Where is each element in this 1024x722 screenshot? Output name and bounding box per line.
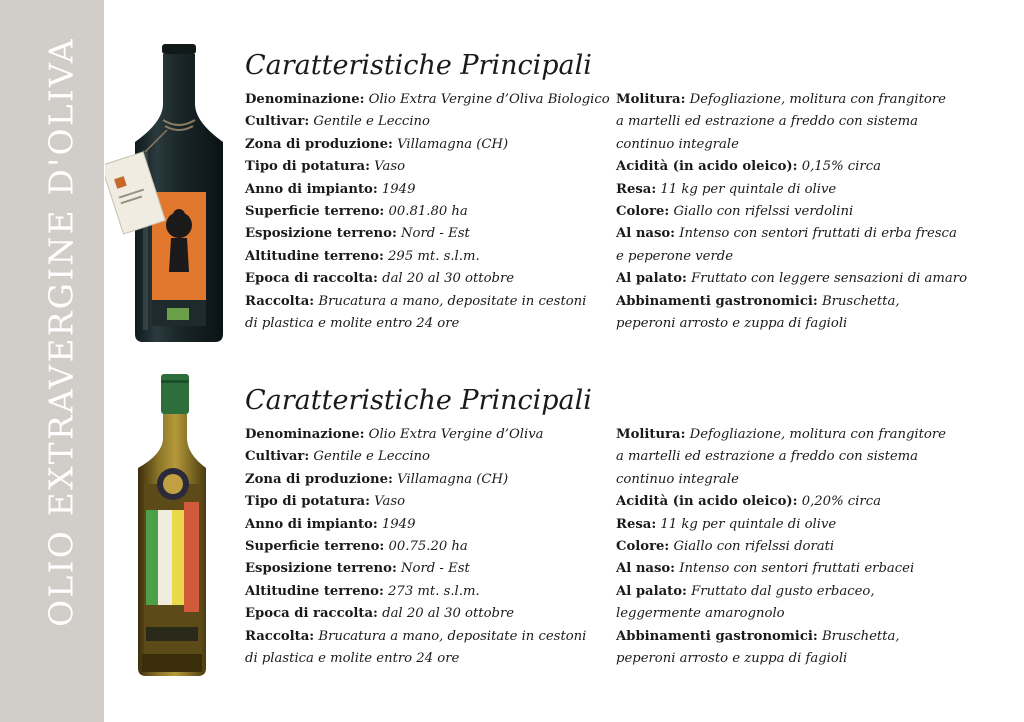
spec-row [245,268,615,290]
spec-value: 11 kg per quintale di olive [660,516,837,532]
spec-label: Colore: [616,204,670,220]
spec-value: 0,20% circa [801,494,881,510]
product-image-dark-bottle [105,42,235,347]
spec-value: peperoni arrosto e zuppa di fagioli [616,316,848,332]
spec-column-right [616,424,986,670]
spec-label: Esposizione terreno: [245,226,397,242]
spec-label: Molitura: [616,92,686,107]
spec-label: Altitudine terreno: [245,248,384,264]
spec-value: a martelli ed estrazione a freddo con sistema [616,449,919,465]
spec-value: 273 mt. s.l.m. [388,583,480,599]
spec-value: Gentile e Leccino [313,449,430,465]
spec-value: Nord - Est [401,226,470,242]
spec-row [245,201,615,223]
spec-row [616,201,986,223]
spec-row [616,291,986,313]
spec-value: Giallo con rifelssi verdolini [673,204,854,220]
spec-row [245,223,615,245]
spec-row [616,223,986,245]
sidebar-vertical-title: OLIO EXTRAVERGINE D'OLIVA [41,37,81,627]
spec-value: 295 mt. s.l.m. [388,248,480,264]
spec-label: Denominazione: [245,92,365,107]
spec-label: Al naso: [616,226,676,242]
product-image-clear-bottle [130,372,215,682]
spec-value: Vaso [374,494,406,510]
spec-label: Resa: [616,516,657,532]
spec-row-continued [616,313,986,335]
spec-row [245,469,615,491]
spec-row [245,626,615,648]
spec-row-continued [616,446,986,468]
spec-label: Tipo di potatura: [245,494,370,510]
spec-row [616,558,986,580]
spec-value: Intenso con sentori fruttati di erba fresca [679,226,957,242]
spec-row [616,156,986,178]
spec-label: Acidità (in acido oleico): [616,494,798,510]
spec-label: Denominazione: [245,427,365,442]
spec-value: Bruschetta, [821,293,900,309]
spec-row [245,156,615,178]
spec-value: 00.81.80 ha [388,204,468,220]
spec-value: Fruttato dal gusto erbaceo, [691,583,875,599]
spec-row [245,424,615,446]
spec-label: Superficie terreno: [245,539,385,555]
spec-row [245,581,615,603]
spec-row [616,626,986,648]
spec-value: di plastica e molite entro 24 ore [245,651,460,667]
spec-row-continued [616,134,986,156]
spec-row [245,246,615,268]
spec-value: dal 20 al 30 ottobre [382,606,515,622]
spec-row [616,514,986,536]
spec-label: Cultivar: [245,114,310,130]
spec-label: Anno di impianto: [245,181,378,197]
spec-row [616,179,986,201]
spec-value: Vaso [374,159,406,175]
spec-row-continued [616,469,986,491]
spec-value: peperoni arrosto e zuppa di fagioli [616,651,848,667]
spec-row [245,89,615,111]
product-section-2 [245,385,1005,667]
spec-label: Epoca di raccolta: [245,271,378,287]
spec-value: Villamagna (CH) [397,471,509,487]
spec-label: Anno di impianto: [245,516,378,532]
spec-label: Superficie terreno: [245,204,385,220]
spec-row-continued [245,648,615,670]
spec-row [616,89,986,111]
spec-label: Al palato: [616,271,687,287]
spec-column-right [616,89,986,335]
spec-value: Brucatura a mano, depositate in cestoni [318,628,587,644]
spec-row-continued [245,313,615,335]
spec-value: Brucatura a mano, depositate in cestoni [318,293,587,309]
spec-label: Epoca di raccolta: [245,606,378,622]
spec-value: Defogliazione, molitura con frangitore [689,92,946,107]
spec-value: Nord - Est [401,561,470,577]
spec-label: Raccolta: [245,628,315,644]
spec-value: leggermente amarognolo [616,606,785,622]
spec-value: 0,15% circa [801,159,881,175]
spec-value: Giallo con rifelssi dorati [673,539,835,555]
spec-value: 11 kg per quintale di olive [660,181,837,197]
spec-row [616,581,986,603]
spec-label: Altitudine terreno: [245,583,384,599]
spec-value: Olio Extra Vergine d’Oliva Biologico [368,92,610,107]
spec-value: continuo integrale [616,136,739,152]
spec-row [245,558,615,580]
spec-row [245,446,615,468]
spec-row [245,111,615,133]
section-title: Caratteristiche Principali [245,50,592,81]
spec-value: 1949 [381,516,416,532]
product-section-1 [245,50,1005,332]
spec-row [245,179,615,201]
spec-row [245,603,615,625]
spec-label: Esposizione terreno: [245,561,397,577]
section-title: Caratteristiche Principali [245,385,592,416]
spec-row [245,536,615,558]
spec-value: Villamagna (CH) [397,136,509,152]
spec-label: Al palato: [616,583,687,599]
spec-label: Raccolta: [245,293,315,309]
spec-label: Zona di produzione: [245,136,393,152]
spec-value: Gentile e Leccino [313,114,430,130]
spec-value: dal 20 al 30 ottobre [382,271,515,287]
spec-label: Resa: [616,181,657,197]
spec-value: Intenso con sentori fruttati erbacei [679,561,915,577]
spec-label: Tipo di potatura: [245,159,370,175]
spec-label: Zona di produzione: [245,471,393,487]
spec-row [616,424,986,446]
spec-value: di plastica e molite entro 24 ore [245,316,460,332]
spec-row [616,491,986,513]
spec-row-continued [616,648,986,670]
spec-row [245,491,615,513]
spec-value: 1949 [381,181,416,197]
spec-value: 00.75.20 ha [388,539,468,555]
spec-label: Colore: [616,539,670,555]
spec-value: Bruschetta, [821,628,900,644]
spec-column-left [245,424,615,670]
spec-label: Molitura: [616,427,686,442]
spec-row-continued [616,111,986,133]
spec-value: e peperone verde [616,248,734,264]
spec-label: Al naso: [616,561,676,577]
spec-label: Acidità (in acido oleico): [616,159,798,175]
spec-row [616,536,986,558]
spec-value: a martelli ed estrazione a freddo con sistema [616,114,919,130]
spec-row-continued [616,603,986,625]
spec-row [245,514,615,536]
spec-row [616,268,986,290]
spec-value: Defogliazione, molitura con frangitore [689,427,946,442]
spec-label: Cultivar: [245,449,310,465]
spec-row-continued [616,246,986,268]
spec-row [245,291,615,313]
spec-value: Fruttato con leggere sensazioni di amaro [691,271,968,287]
spec-label: Abbinamenti gastronomici: [616,293,818,309]
spec-column-left [245,89,615,335]
spec-value: Olio Extra Vergine d’Oliva [368,427,544,442]
spec-value: continuo integrale [616,471,739,487]
spec-row [245,134,615,156]
spec-label: Abbinamenti gastronomici: [616,628,818,644]
